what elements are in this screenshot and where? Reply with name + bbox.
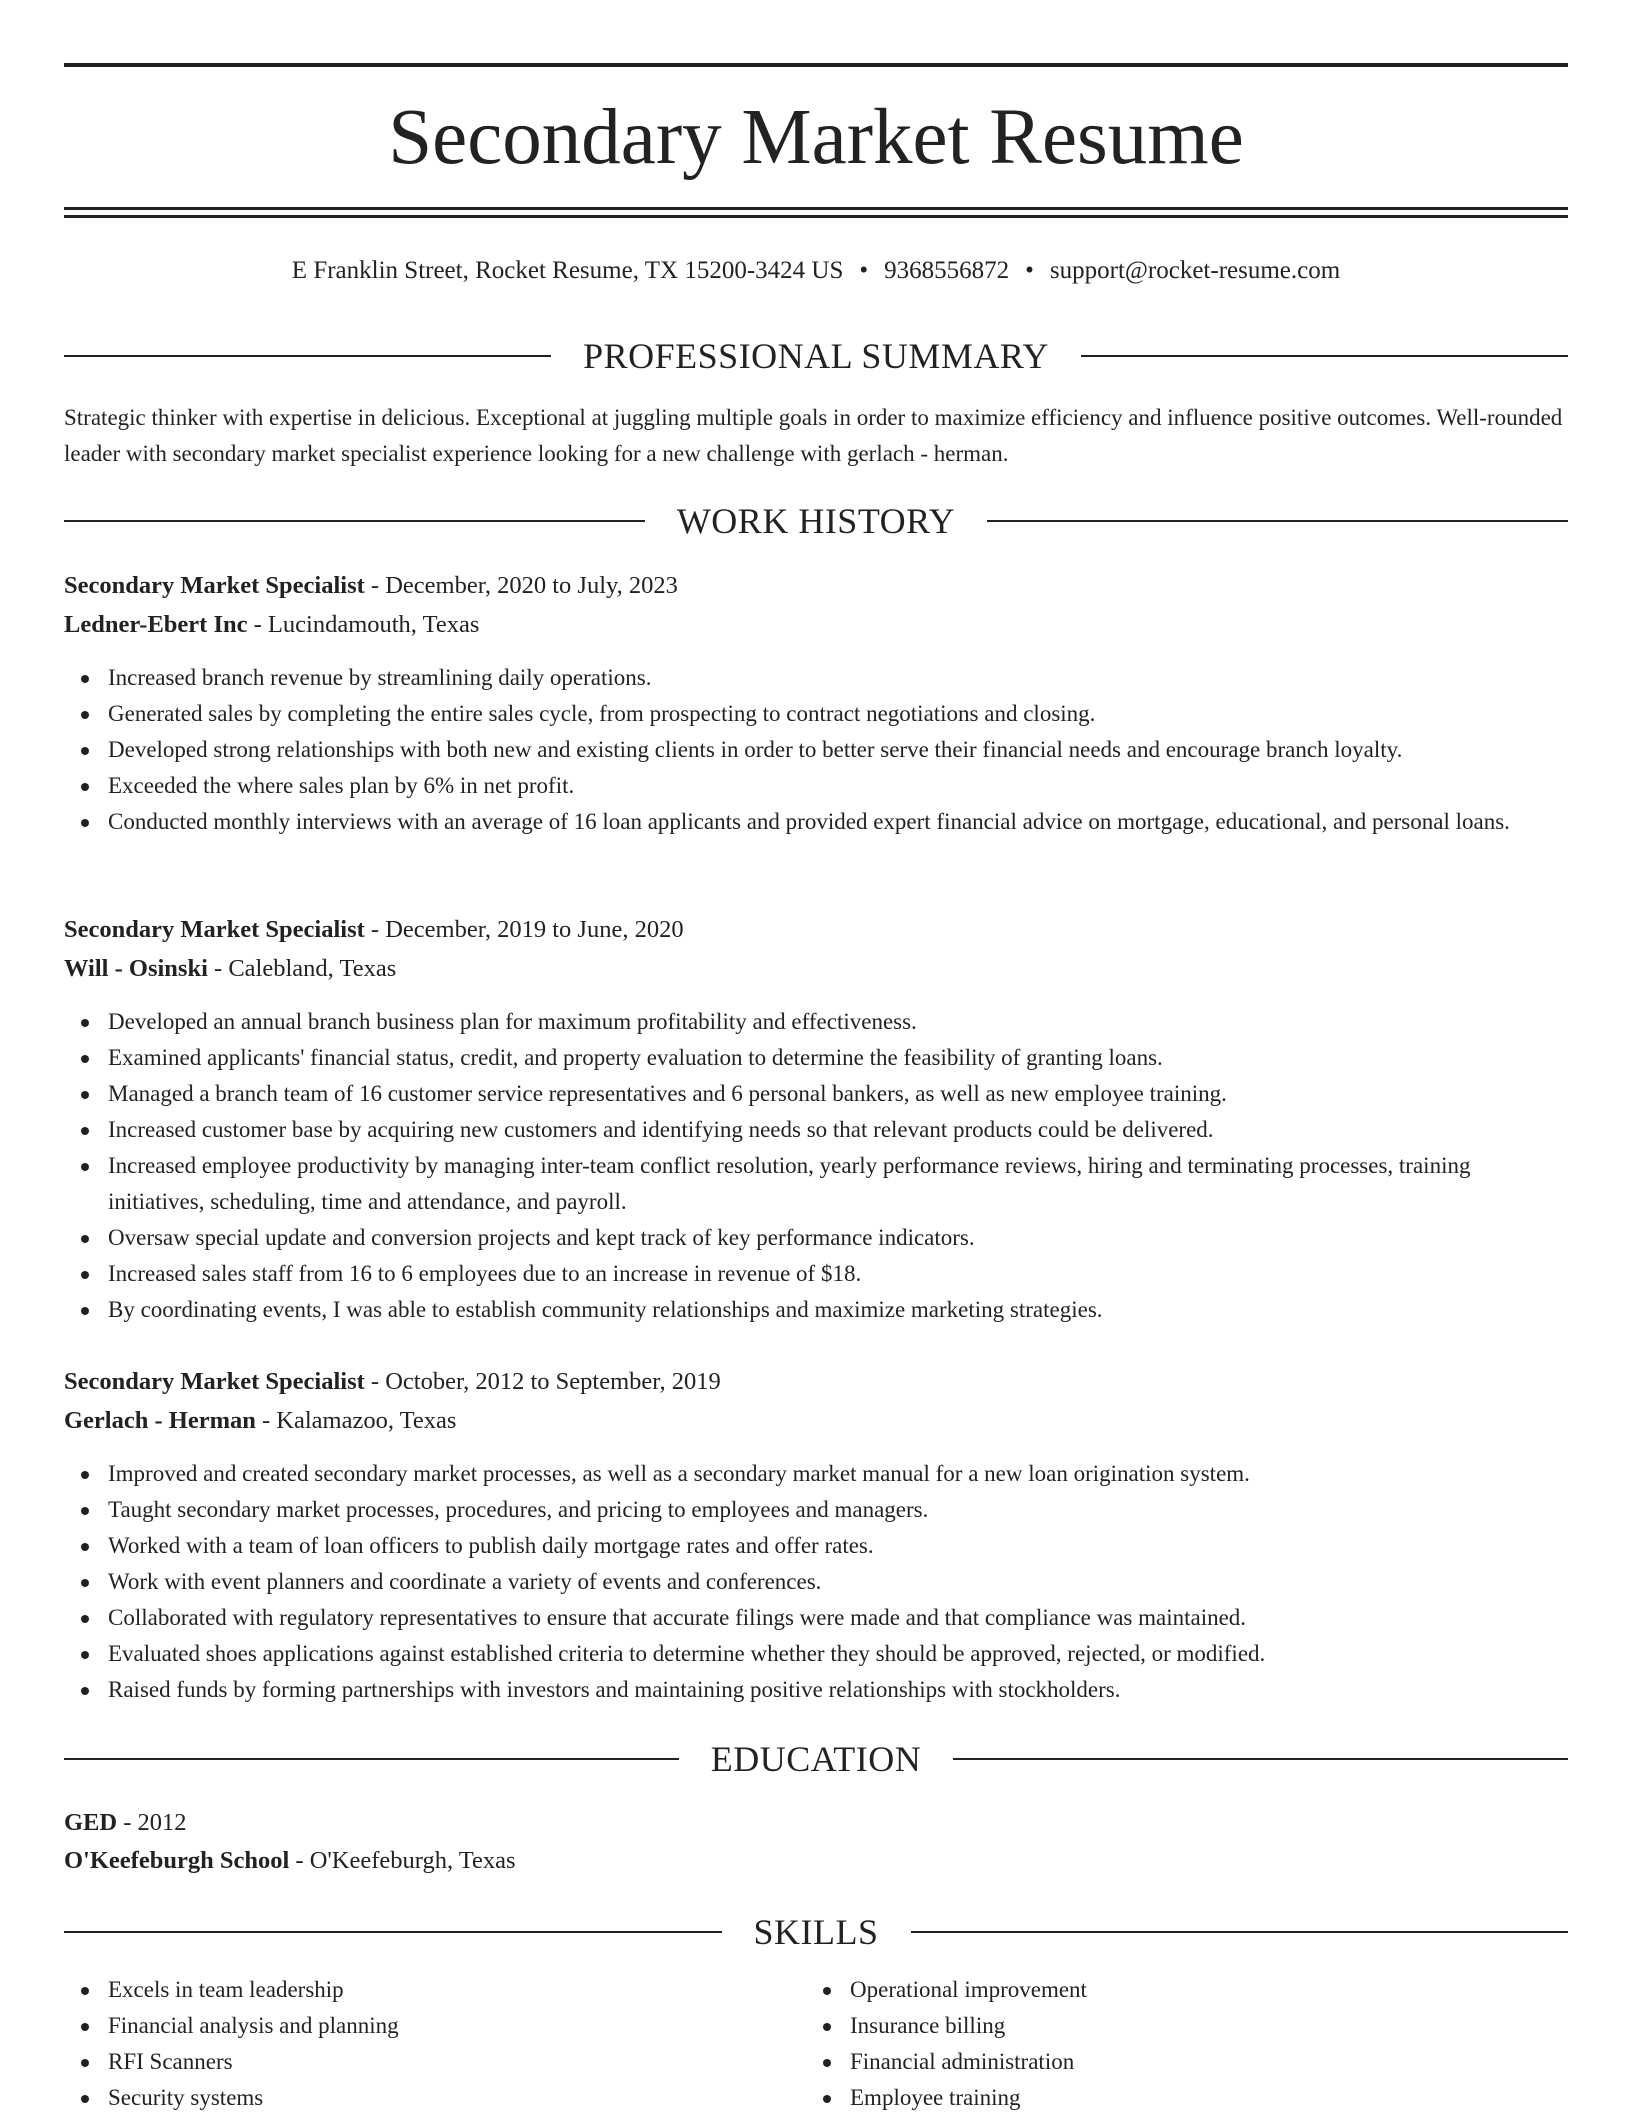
section-title: EDUCATION (710, 1739, 922, 1779)
contact-address: E Franklin Street, Rocket Resume, TX 15200-3424 US (291, 257, 844, 284)
contact-email: support@rocket-resume.com (1049, 257, 1341, 284)
title-rule-upper (64, 207, 1568, 210)
section-header-summary (64, 334, 1568, 378)
list-item: By coordinating events, I was able to establish community relationships and maximize marketing strategies. (64, 1292, 1568, 1328)
education-year: 2012 (137, 1809, 187, 1836)
list-item: Oversaw special update and conversion projects and kept track of key performance indicators. (64, 1220, 1568, 1256)
job-title-line: Secondary Market Specialist - December, 2019 to June, 2020 (64, 916, 684, 943)
list-item: Improved and created secondary market processes, as well as a secondary market manual for a new loan origination system. (64, 1456, 1568, 1492)
skill-item: Insurance billing (806, 2008, 1087, 2044)
list-item: Examined applicants' financial status, credit, and property evaluation to determine the feasibility of granting loans. (64, 1040, 1568, 1076)
education-location: O'Keefeburgh, Texas (309, 1847, 516, 1874)
skill-item: Security systems (64, 2080, 399, 2112)
job-title: Secondary Market Specialist (64, 572, 365, 599)
education-school: O'Keefeburgh School (64, 1847, 290, 1874)
section-divider (1081, 355, 1568, 357)
list-item: Increased employee productivity by managing inter-team conflict resolution, yearly performance reviews, hiring and terminating processes, training initiatives, scheduling, time and attendance, and payroll. (64, 1148, 1568, 1220)
contact-phone: 9368556872 (884, 257, 1010, 284)
job-company: Will - Osinski (64, 955, 208, 982)
section-title: SKILLS (753, 1912, 879, 1952)
job-location: Calebland, Texas (228, 955, 397, 982)
job-company-line: Will - Osinski - Calebland, Texas (64, 955, 397, 982)
job-company-line: Ledner-Ebert Inc - Lucindamouth, Texas (64, 611, 480, 638)
skill-item: Financial analysis and planning (64, 2008, 399, 2044)
list-item: Exceeded the where sales plan by 6% in net profit. (64, 768, 1568, 804)
job-bullets (64, 1456, 1568, 1708)
job-dates: December, 2019 to June, 2020 (385, 916, 684, 943)
skill-item: Operational improvement (806, 1972, 1087, 2008)
list-item: Managed a branch team of 16 customer service representatives and 6 personal bankers, as well as new employee training. (64, 1076, 1568, 1112)
job-title-line: Secondary Market Specialist - December, 2020 to July, 2023 (64, 572, 678, 599)
list-item: Increased customer base by acquiring new customers and identifying needs so that relevant products could be delivered. (64, 1112, 1568, 1148)
section-title: WORK HISTORY (676, 501, 956, 541)
skill-item: Excels in team leadership (64, 1972, 399, 2008)
job-bullets (64, 1004, 1568, 1328)
job-title: Secondary Market Specialist (64, 916, 365, 943)
section-title: PROFESSIONAL SUMMARY (583, 336, 1049, 376)
section-divider (64, 355, 551, 357)
job-title: Secondary Market Specialist (64, 1368, 365, 1395)
contact-separator: • (1025, 257, 1034, 284)
job-location: Kalamazoo, Texas (276, 1407, 457, 1434)
list-item: Evaluated shoes applications against established criteria to determine whether they should be approved, rejected, or modified. (64, 1636, 1568, 1672)
section-header-work (64, 499, 1568, 543)
section-divider (987, 520, 1568, 522)
list-item: Worked with a team of loan officers to publish daily mortgage rates and offer rates. (64, 1528, 1568, 1564)
list-item: Increased branch revenue by streamlining daily operations. (64, 660, 1568, 696)
list-item: Taught secondary market processes, procedures, and pricing to employees and managers. (64, 1492, 1568, 1528)
job-title-line: Secondary Market Specialist - October, 2012 to September, 2019 (64, 1368, 721, 1395)
top-rule (64, 63, 1568, 67)
list-item: Developed strong relationships with both new and existing clients in order to better serve their financial needs and encourage branch loyalty. (64, 732, 1568, 768)
skill-item: RFI Scanners (64, 2044, 399, 2080)
job-location: Lucindamouth, Texas (267, 611, 480, 638)
contact-line (64, 254, 1568, 288)
section-divider (64, 1931, 722, 1933)
section-divider (64, 1758, 679, 1760)
section-divider (953, 1758, 1568, 1760)
section-header-skills (64, 1910, 1568, 1954)
list-item: Generated sales by completing the entire sales cycle, from prospecting to contract negotiations and closing. (64, 696, 1568, 732)
education-school-line: O'Keefeburgh School - O'Keefeburgh, Texas (64, 1847, 516, 1874)
education-degree: GED (64, 1809, 118, 1836)
title-rule-lower (64, 215, 1568, 218)
list-item: Developed an annual branch business plan for maximum profitability and effectiveness. (64, 1004, 1568, 1040)
list-item: Raised funds by forming partnerships with investors and maintaining positive relationships with stockholders. (64, 1672, 1568, 1708)
education-degree-line: GED - 2012 (64, 1809, 187, 1836)
job-bullets (64, 660, 1568, 840)
job-company: Ledner-Ebert Inc (64, 611, 248, 638)
list-item: Increased sales staff from 16 to 6 employees due to an increase in revenue of $18. (64, 1256, 1568, 1292)
section-divider (911, 1931, 1569, 1933)
contact-separator: • (859, 257, 869, 284)
section-divider (64, 520, 645, 522)
list-item: Collaborated with regulatory representatives to ensure that accurate filings were made and that compliance was maintained. (64, 1600, 1568, 1636)
resume-title: Secondary Market Resume (388, 94, 1244, 181)
summary-text: Strategic thinker with expertise in delicious. Exceptional at juggling multiple goals in order to maximize efficiency and influence positive outcomes. Well-rounded leader with secondary market specialist experience looking for a new challenge with gerlach - herman. (64, 405, 1563, 466)
list-item: Work with event planners and coordinate a variety of events and conferences. (64, 1564, 1568, 1600)
job-company-line: Gerlach - Herman - Kalamazoo, Texas (64, 1407, 457, 1434)
list-item: Conducted monthly interviews with an average of 16 loan applicants and provided expert financial advice on mortgage, educational, and personal loans. (64, 804, 1568, 840)
skills-list-left (64, 1972, 399, 2112)
job-dates: October, 2012 to September, 2019 (385, 1368, 721, 1395)
skills-list-right (806, 1972, 1087, 2112)
job-company: Gerlach - Herman (64, 1407, 256, 1434)
skill-item: Financial administration (806, 2044, 1087, 2080)
job-dates: December, 2020 to July, 2023 (385, 572, 678, 599)
section-header-education (64, 1737, 1568, 1781)
skill-item: Employee training (806, 2080, 1087, 2112)
